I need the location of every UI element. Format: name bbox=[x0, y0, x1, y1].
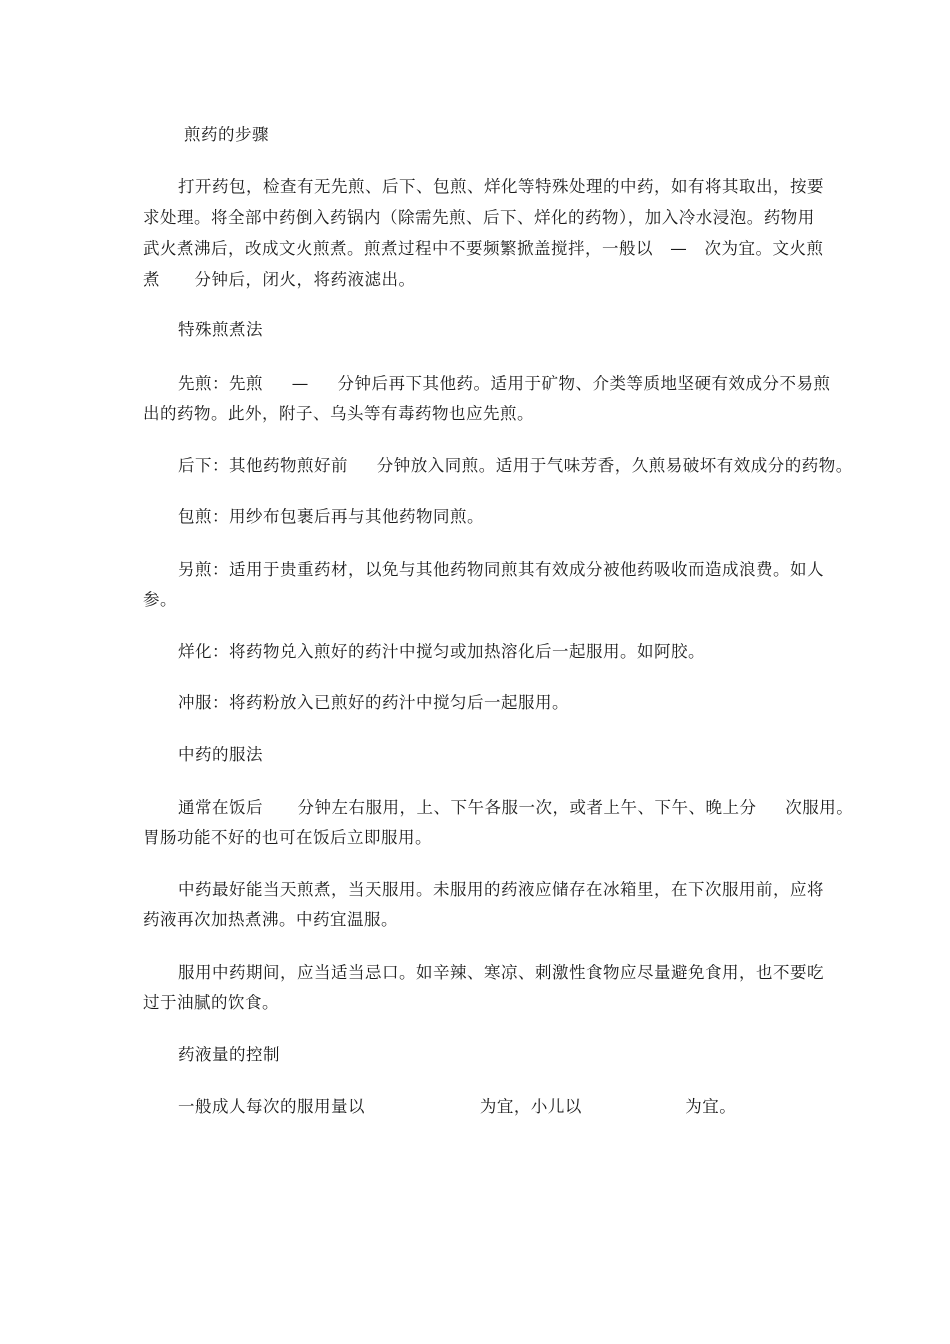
paragraph-line: 一般成人每次的服用量以 为宜，小儿以 为宜。 bbox=[178, 1097, 737, 1116]
section-heading-special-methods: 特殊煎煮法 bbox=[178, 320, 263, 339]
section-heading-liquid-amount: 药液量的控制 bbox=[178, 1045, 280, 1064]
paragraph-line: 烊化：将药物兑入煎好的药汁中搅匀或加热溶化后一起服用。如阿胶。 bbox=[178, 642, 705, 661]
paragraph-line: 参。 bbox=[143, 590, 177, 609]
paragraph-line: 冲服：将药粉放入已煎好的药汁中搅匀后一起服用。 bbox=[178, 693, 569, 712]
paragraph-line: 包煎：用纱布包裹后再与其他药物同煎。 bbox=[178, 507, 484, 526]
paragraph-line: 过于油腻的饮食。 bbox=[143, 993, 279, 1012]
paragraph-line: 胃肠功能不好的也可在饭后立即服用。 bbox=[143, 828, 432, 847]
paragraph-line: 另煎：适用于贵重药材，以免与其他药物同煎其有效成分被他药吸收而造成浪费。如人 bbox=[178, 560, 824, 579]
section-heading-dosage-method: 中药的服法 bbox=[178, 745, 263, 764]
paragraph-line: 出的药物。此外，附子、乌头等有毒药物也应先煎。 bbox=[143, 404, 534, 423]
paragraph-line: 求处理。将全部中药倒入药锅内（除需先煎、后下、烊化的药物），加入冷水浸泡。药物用 bbox=[143, 208, 815, 227]
paragraph-line: 服用中药期间，应当适当忌口。如辛辣、寒凉、刺激性食物应尽量避免食用，也不要吃 bbox=[178, 963, 824, 982]
paragraph-line: 通常在饭后 分钟左右服用，上、下午各服一次，或者上午、下午、晚上分 次服用。 bbox=[178, 798, 854, 817]
paragraph-line: 煮 分钟后，闭火，将药液滤出。 bbox=[143, 270, 416, 289]
paragraph-line: 药液再次加热煮沸。中药宜温服。 bbox=[143, 910, 398, 929]
paragraph-line: 中药最好能当天煎煮，当天服用。未服用的药液应储存在冰箱里，在下次服用前，应将 bbox=[178, 880, 824, 899]
paragraph-line: 武火煮沸后，改成文火煎煮。煎煮过程中不要频繁掀盖搅拌，一般以 — 次为宜。文火煎 bbox=[143, 239, 824, 258]
paragraph-line: 后下：其他药物煎好前 分钟放入同煎。适用于气味芳香，久煎易破坏有效成分的药物。 bbox=[178, 456, 853, 475]
paragraph-line: 先煎：先煎 — 分钟后再下其他药。适用于矿物、介类等质地坚硬有效成分不易煎 bbox=[178, 374, 831, 393]
section-heading-decoction-steps: 煎药的步骤 bbox=[184, 125, 269, 144]
paragraph-line: 打开药包，检查有无先煎、后下、包煎、烊化等特殊处理的中药，如有将其取出，按要 bbox=[178, 177, 824, 196]
